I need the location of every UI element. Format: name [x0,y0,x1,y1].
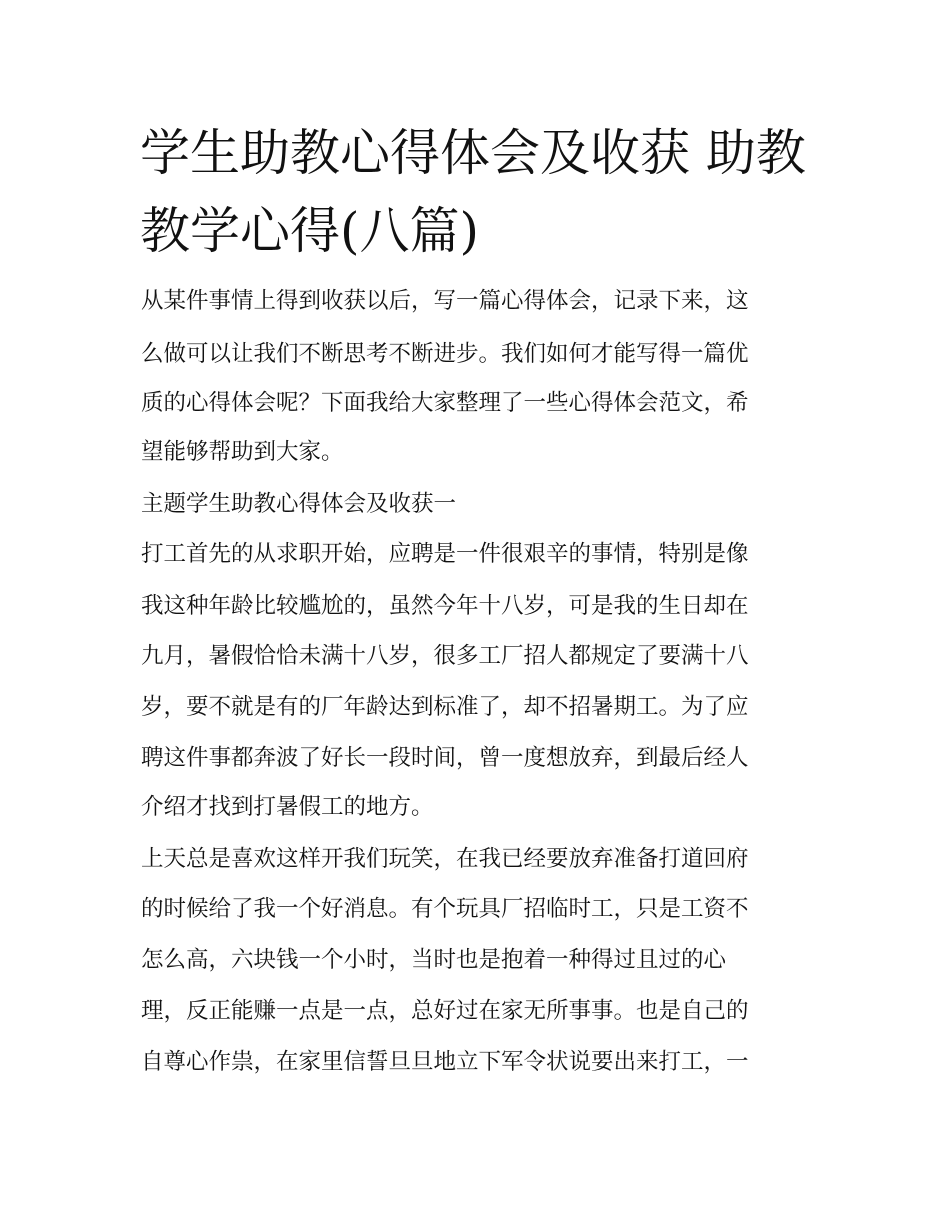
paragraph-line: 上天总是喜欢这样开我们玩笑，在我已经要放弃准备打道回府 [141,846,749,872]
paragraph-line: 从某件事情上得到收获以后，写一篇心得体会，记录下来，这 [141,288,749,314]
paragraph-line: 望能够帮助到大家。 [141,439,344,465]
paragraph-line: 怎么高，六块钱一个小时，当时也是抱着一种得过且过的心 [141,947,727,973]
paragraph-line: 理，反正能赚一点是一点，总好过在家无所事事。也是自己的 [141,998,749,1024]
paragraph-line: 九月，暑假恰恰未满十八岁，很多工厂招人都规定了要满十八 [141,643,749,669]
paragraph-line: 聘这件事都奔波了好长一段时间，曾一度想放弃，到最后经人 [141,745,749,771]
paragraph-line: 么做可以让我们不断思考不断进步。我们如何才能写得一篇优 [141,341,749,367]
paragraph-line: 岁，要不就是有的厂年龄达到标准了，却不招暑期工。为了应 [141,694,749,720]
title-line-2: 教学心得(八篇) [140,202,480,260]
paragraph-line: 打工首先的从求职开始，应聘是一件很艰辛的事情，特别是像 [141,541,749,567]
paragraph-line: 我这种年龄比较尴尬的，虽然今年十八岁，可是我的生日却在 [141,593,749,619]
paragraph-line: 的时候给了我一个好消息。有个玩具厂招临时工，只是工资不 [141,896,749,922]
paragraph-line: 质的心得体会呢？下面我给大家整理了一些心得体会范文，希 [141,390,749,416]
paragraph-line: 自尊心作祟，在家里信誓旦旦地立下军令状说要出来打工，一 [141,1049,749,1075]
title-line-1: 学生助教心得体会及收获 助教 [140,124,806,182]
document-title [140,114,820,270]
paragraph-line: 介绍才找到打暑假工的地方。 [141,794,434,820]
section-heading: 主题学生助教心得体会及收获一 [141,491,457,517]
